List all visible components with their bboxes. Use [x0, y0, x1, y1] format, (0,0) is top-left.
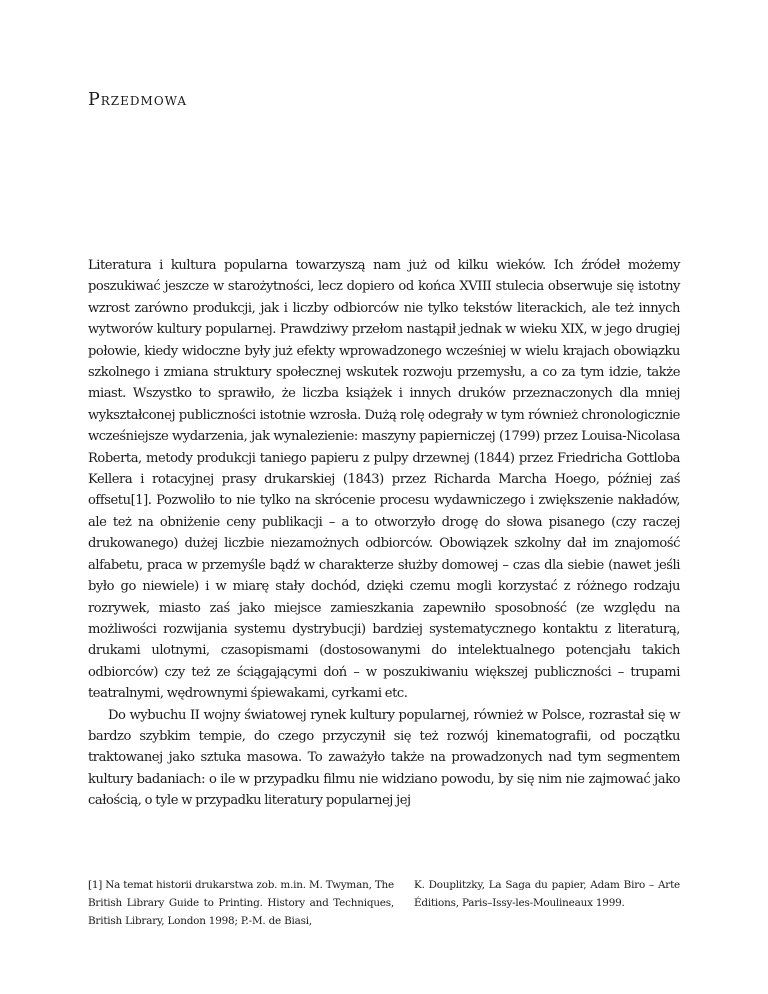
footnotes [88, 876, 680, 930]
footnote-left-column: [1] Na temat historii drukarstwa zob. m.in. M. Twyman, The British Library Guide to Printing. History and Techniques, British Library, London 1998; P.-M. de Biasi, [88, 879, 394, 927]
chapter-title: Przedmowa [88, 90, 188, 110]
paragraph-1: Literatura i kultura popularna towarzyszą nam już od kilku wieków. Ich źródeł możemy poszukiwać jeszcze w starożytności, lecz dopiero od końca XVIII stulecia obserwuje się istotny wzrost zarówno produkcji, jak i liczby odbiorców nie tylko tekstów literackich, ale też innych wytworów kultury popularnej. Prawdziwy przełom nastąpił jednak w wieku XIX, w jego drugiej połowie, kiedy widoczne były już efekty wprowadzonego wcześniej w wielu krajach obowiązku szkolnego i zmiana struktury społecznej wskutek rozwoju przemysłu, a co za tym idzie, także miast. Wszystko to sprawiło, że liczba książek i innych druków przeznaczonych dla mniej wykształconej publiczności istotnie wzrosła. Dużą rolę odegrały w tym również chronologicznie wcześniejsze wydarzenia, jak wynalezienie: maszyny papierniczej (1799) przez Louisa-Nicolasa Roberta, metody produkcji taniego papieru z pulpy drzewnej (1844) przez Friedricha Gottloba Kellera i rotacyjnej prasy drukarskiej (1843) przez Richarda Marcha Hoego, później zaś offsetu[1]. Pozwoliło to nie tylko na skrócenie procesu wydawniczego i zwiększenie nakładów, ale też na obniżenie ceny publikacji – a to otworzyło drogę do słowa pisanego (czy raczej drukowanego) dużej liczbie niezamożnych odbiorców. Obowiązek szkolny dał im znajomość alfabetu, praca w przemyśle bądź w charakterze służby domowej – czas dla siebie (nawet jeśli było go niewiele) i w miarę stały dochód, dzięki czemu mogli korzystać z różnego rodzaju rozrywek, miasto zaś jako miejsce zamieszkania zapewniło sposobność (ze względu na możliwości rozwijania systemu dystrybucji) bardziej systematycznego kontaktu z literaturą, drukami ulotnymi, czasopismami (dostosowanymi do intelektualnego potencjału takich odbiorców) czy też ze ściągającymi doń – w poszukiwaniu większej publiczności – trupami teatralnymi, wędrownymi śpiewakami, cyrkami etc. [88, 258, 680, 702]
body-text [88, 255, 680, 812]
paragraph-2: Do wybuchu II wojny światowej rynek kultury popularnej, również w Polsce, rozrastał się w bardzo szybkim tempie, do czego przyczynił się też rozwój kinematografii, od początku traktowanej jako sztuka masowa. To zaważyło także na prowadzonych nad tym segmentem kultury badaniach: o ile w przypadku filmu nie widziano powodu, by się nim nie zajmować jako całością, o tyle w przypadku literatury popularnej jej [88, 707, 680, 809]
footnote-right-column: K. Douplitzky, La Saga du papier, Adam Biro – Arte Éditions, Paris–Issy-les-Moulineaux 1999. [414, 879, 680, 909]
